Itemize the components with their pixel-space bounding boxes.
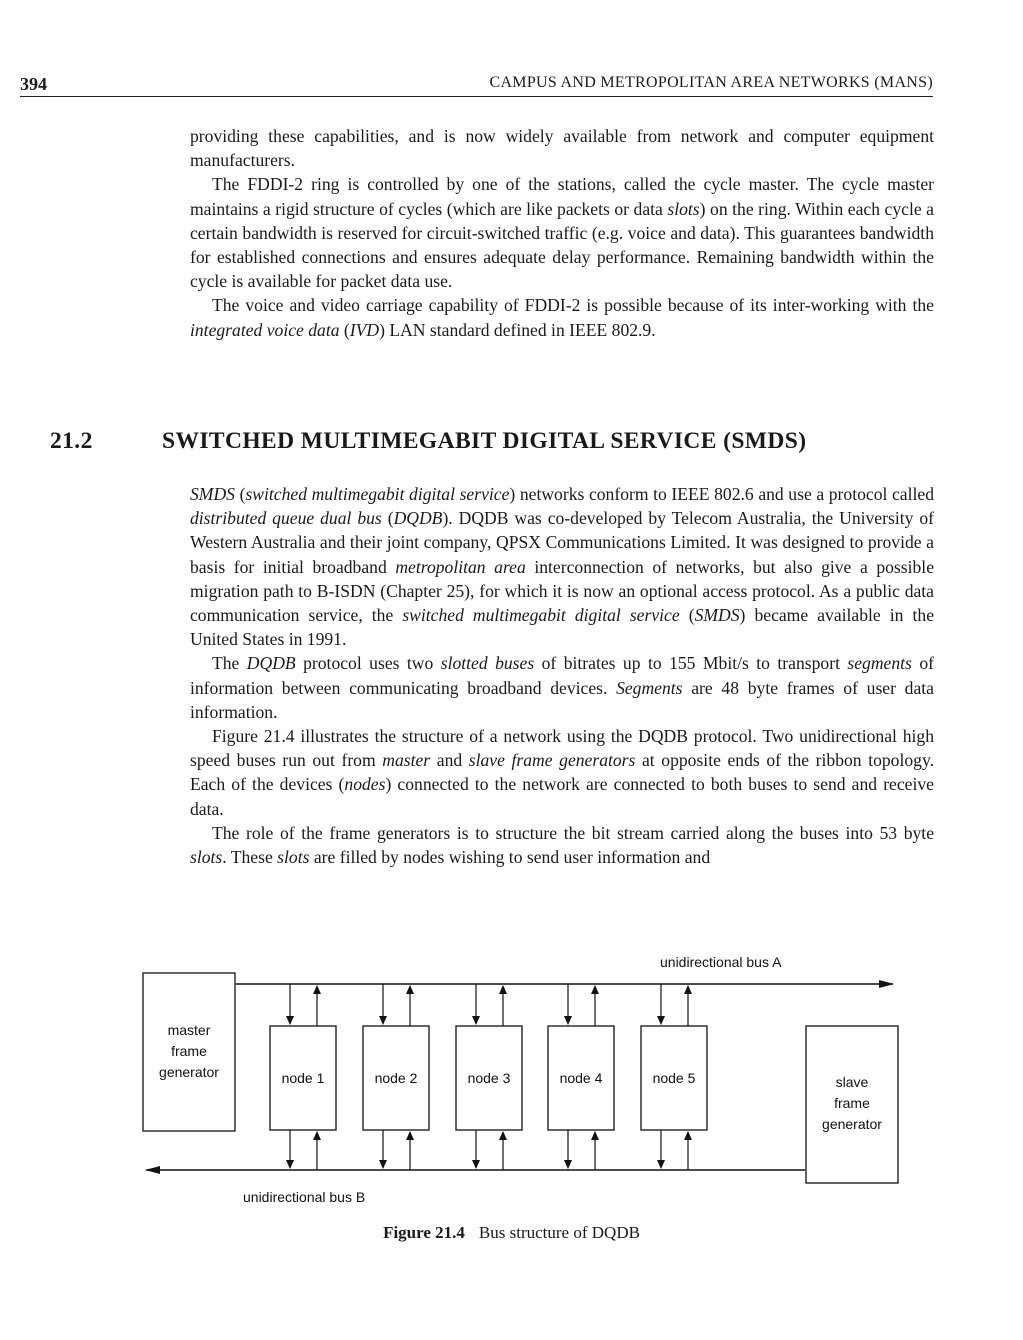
figure-caption [0,1223,1023,1243]
slave-label-line: generator [822,1116,882,1132]
section-heading [50,428,806,455]
node-label: node 2 [374,1070,418,1086]
bus-a-label: unidirectional bus A [660,954,782,970]
page-header [20,74,933,97]
dqdb-diagram [0,940,1023,1220]
paragraph: SMDS (switched multimegabit digital service) networks conform to IEEE 802.6 and use a protocol called distributed queue dual bus (DQDB). DQDB was co-developed by Telecom Australia, the University of Western Australia and their joint company, QPSX Communications Limited. It was designed to provide a basis for initial broadband metropolitan area interconnection of networks, but also give a possible migration path to B-ISDN (Chapter 25), for which it is now an optional access protocol. As a public data communication service, the switched multimegabit digital service (SMDS) became available in the United States in 1991. [190,484,935,650]
paragraph: The FDDI-2 ring is controlled by one of the stations, called the cycle master. The cycle master maintains a rigid structure of cycles (which are like packets or data slots) on the ring. Within each cycle a certain bandwidth is reserved for circuit-switched traffic (e.g. voice and data). This guarantees bandwidth for established connections and ensures adequate delay performance. Remaining bandwidth within the cycle is available for packet data use. [190,174,934,292]
node-label: node 1 [281,1070,325,1086]
node-group [270,984,707,1170]
paragraph: The DQDB protocol uses two slotted buses of bitrates up to 155 Mbit/s to transport segments of information between communicating broadband devices. Segments are 48 byte frames of user data information. [190,653,934,722]
section-title: SWITCHED MULTIMEGABIT DIGITAL SERVICE (SMDS) [162,428,807,454]
paragraph: Figure 21.4 illustrates the structure of a network using the DQDB protocol. Two unidirectional high speed buses run out from master and slave frame generators at opposite ends of the ribbon topology. Each of the devices (nodes) connected to the network are connected to both buses to send and receive data. [190,726,935,819]
master-label-line: master [167,1022,211,1038]
body-text-section [190,482,934,869]
figure-caption-text: Bus structure of DQDB [478,1223,640,1242]
page-number: 394 [20,74,47,94]
running-head: CAMPUS AND METROPOLITAN AREA NETWORKS (MANS) [489,74,933,91]
figure-dqdb-bus-structure [0,940,1023,1250]
body-text-top [190,124,934,342]
slave-label-line: slave [835,1074,869,1090]
node-label: node 3 [467,1070,511,1086]
slave-label-line: frame [834,1095,870,1111]
master-label-line: frame [171,1043,207,1059]
figure-number: Figure 21.4 [383,1223,465,1242]
node-label: node 5 [652,1070,696,1086]
node-label: node 4 [559,1070,603,1086]
section-number: 21.2 [50,428,93,454]
paragraph: The role of the frame generators is to structure the bit stream carried along the buses into 53 byte slots. These slots are filled by nodes wishing to send user information and [190,822,934,868]
bus-b-label: unidirectional bus B [243,1189,366,1205]
paragraph: The voice and video carriage capability of FDDI-2 is possible because of its inter-working with the integrated voice data (IVD) LAN standard defined in IEEE 802.9. [190,295,934,340]
master-label-line: generator [159,1064,219,1080]
paragraph: providing these capabilities, and is now widely available from network and computer equipment manufacturers. [190,126,934,171]
